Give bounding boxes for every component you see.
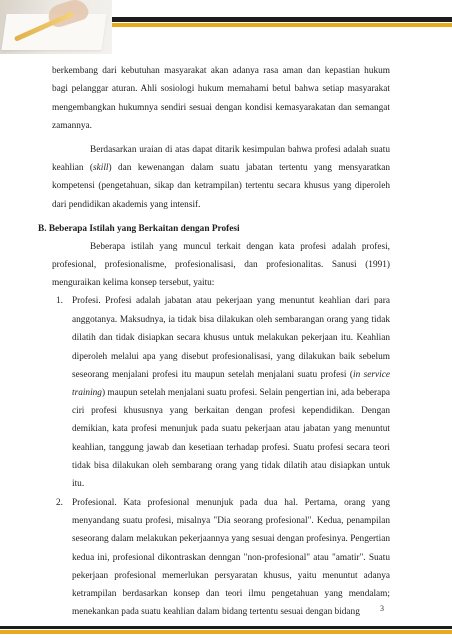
header-gold-stripe <box>112 23 452 27</box>
list-number: 2. <box>56 498 63 508</box>
body-line: bagi pelanggar aturan. Ahli sosiologi hukum memahami betul bahwa setiap masyarakat <box>52 84 390 94</box>
italic-term: in service <box>352 370 390 380</box>
body-line: zamannya. <box>52 121 93 131</box>
italic-term: skill <box>93 163 109 173</box>
footer-dark-stripe <box>0 626 452 629</box>
list-line: menekankan pada suatu keahlian dalam bidang tertentu sesuai dengan bidang <box>72 607 360 617</box>
body-line: kompetensi (pengetahuan, sikap dan ketrampilan) tertentu secara khusus yang diperoleh <box>52 181 390 191</box>
list-line: anggotanya. Maksudnya, ia tidak bisa dilakukan oleh sembarangan orang yang tidak <box>72 315 390 325</box>
list-line: dilatih dan tidak disiapkan secara khusus untuk melakukan pekerjaan itu. Keahlian <box>72 333 390 343</box>
body-line: Beberapa istilah yang muncul terkait dengan kata profesi adalah profesi, <box>90 242 390 252</box>
list-line: seseorang dalam melakukan pekerjaannya yang sesuai dengan profesinya. Pengertian <box>72 534 390 544</box>
text-run: ) maupun setelah menjalani suatu profesi. Selain pengertian ini, ada beberapa <box>101 388 390 398</box>
body-line: Berdasarkan uraian di atas dapat ditarik kesimpulan bahwa profesi adalah suatu <box>90 145 390 155</box>
list-number: 1. <box>56 296 63 306</box>
section-heading: B. Beberapa Istilah yang Berkaitan dengan Profesi <box>38 224 240 234</box>
body-line: berkembang dari kebutuhan masyarakat akan adanya rasa aman dan kepastian hukum <box>52 66 390 76</box>
body-line: profesional, profesionalisme, profesionalisasi, dan profesionalitas. Sanusi (1991) <box>52 260 390 270</box>
list-line: keahlian, tanggung jawab dan kesetiaan terhadap profesi. Suatu profesi secara teori <box>72 443 390 453</box>
text-run: ) dan kewenangan dalam suatu jabatan tertentu yang mensyaratkan <box>108 163 390 173</box>
list-line-mixed <box>72 387 390 399</box>
list-line: Profesional. Kata profesional menunjuk pada dua hal. Pertama, orang yang <box>72 498 390 508</box>
body-line: dari pendidikan akademis yang intensif. <box>52 200 201 210</box>
list-line-mixed <box>72 369 390 381</box>
list-line: diperoleh melalui apa yang disebut profesionalisasi, yang dilakukan baik sebelum <box>72 352 390 362</box>
text-run: keahlian ( <box>52 163 93 173</box>
list-line: ciri profesi khususnya yang berkaitan dengan profesi kependidikan. Dengan <box>72 406 390 416</box>
text-run: seseorang menjalani profesi itu maupun setelah menjalani suatu profesi ( <box>72 370 353 380</box>
list-line: demikian, kata profesi menunjuk pada suatu pekerjaan atau jabatan yang menuntut <box>72 424 390 434</box>
header-dark-stripe <box>112 17 452 22</box>
list-line: ketrampilan berdasarkan konsep dan teori ilmu pengetahuan yang mendalam; <box>72 589 390 599</box>
list-line: kedua ini, profesional dikontraskan denngan "non-profesional" atau "amatir". Suatu <box>72 553 390 563</box>
list-line: menyandang suatu profesi, misalnya "Dia seorang profesional". Kedua, penampilan <box>72 516 390 526</box>
body-line-mixed <box>52 162 390 174</box>
header-photo <box>0 0 112 54</box>
list-line: Profesi. Profesi adalah jabatan atau pekerjaan yang menuntut keahlian dari para <box>72 296 390 306</box>
italic-term: training <box>72 388 102 398</box>
footer-gold-stripe <box>0 630 452 634</box>
page-number: 3 <box>380 604 384 613</box>
list-line: itu. <box>72 479 85 489</box>
header-band <box>0 0 452 56</box>
list-line: tidak bisa dilakukan oleh sembarang orang yang tidak dilatih atau disiapkan untuk <box>72 461 390 471</box>
list-line: pekerjaan profesional memerlukan persyaratan khusus, yaitu menuntut adanya <box>72 571 390 581</box>
body-line: menguraikan kelima konsep tersebut, yaitu: <box>52 278 215 288</box>
body-line: mengembangkan hukumnya sendiri sesuai dengan kondisi kemasyarakatan dan semangat <box>52 103 390 113</box>
